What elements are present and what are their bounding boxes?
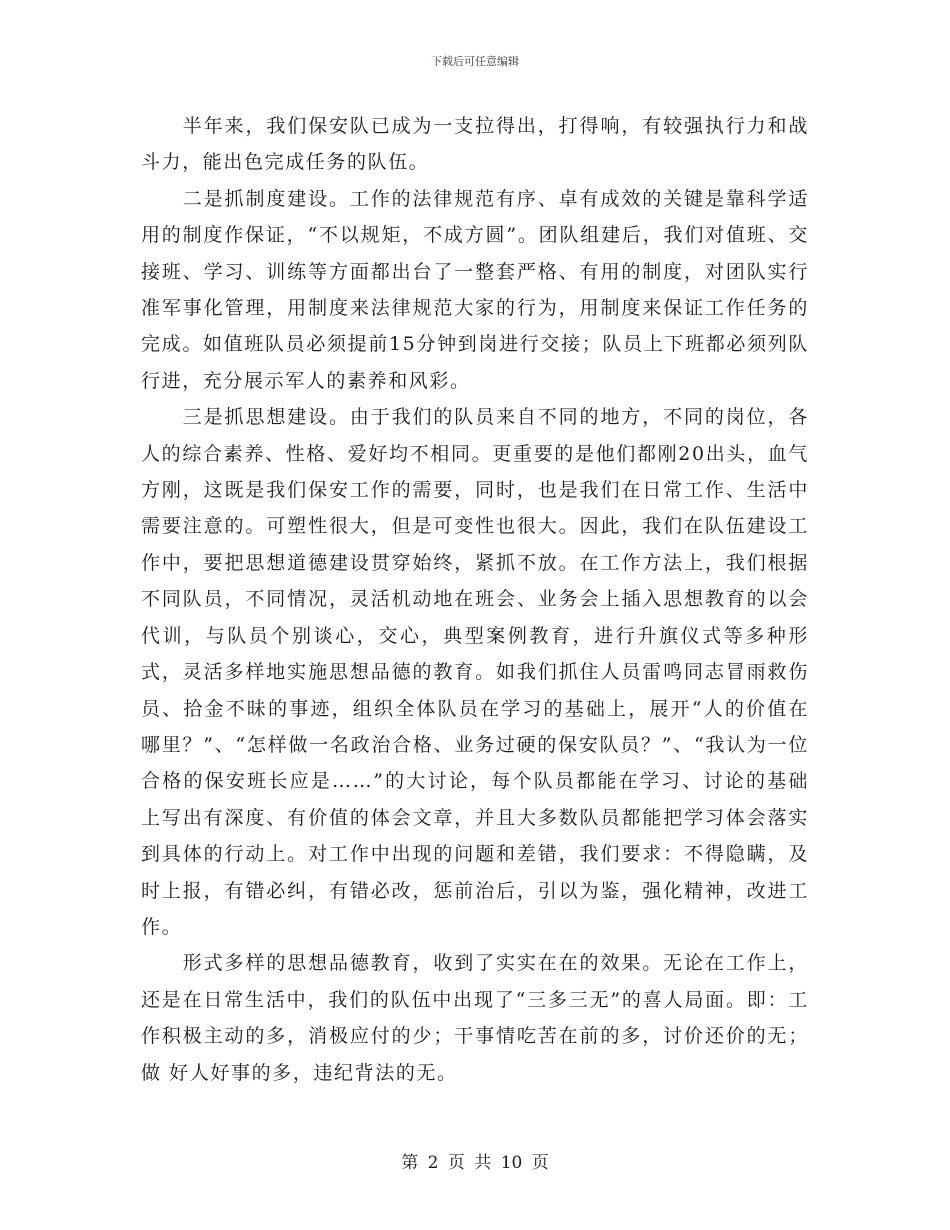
page-header: 下载后可任意编辑 bbox=[431, 55, 519, 68]
document-body bbox=[141, 108, 809, 1091]
paragraph-2: 二是抓制度建设。工作的法律规范有序、卓有成效的关键是靠科学适用的制度作保证，“不以规矩，不成方圆”。团队组建后，我们对值班、交接班、学习、训练等方面都出台了一整套严格、有用的制度，对团队实行准军事化管理，用制度来法律规范大家的行为，用制度来保证工作任务的完成。如值班队员必须提前15分钟到岗进行交接；队员上下班都必须列队行进，充分展示军人的素养和风彩。 bbox=[141, 187, 809, 392]
paragraph-3: 三是抓思想建设。由于我们的队员来自不同的地方，不同的岗位，各人的综合素养、性格、爱好均不相同。更重要的是他们都刚20出头，血气方刚，这既是我们保安工作的需要，同时，也是我们在日常工作、生活中需要注意的。可塑性很大，但是可变性也很大。因此，我们在队伍建设工作中，要把思想道德建设贯穿始终，紧抓不放。在工作方法上，我们根据不同队员，不同情况，灵活机动地在班会、业务会上插入思想教育的以会代训，与队员个别谈心，交心，典型案例教育，进行升旗仪式等多种形式，灵活多样地实施思想品德的教育。如我们抓住人员雷鸣同志冒雨救伤员、拾金不昧的事迹，组织全体队员在学习的基础上，展开“人的价值在哪里？”、“怎样做一名政治合格、业务过硬的保安队员？”、“我认为一位合格的保安班长应是……”的大讨论，每个队员都能在学习、讨论的基础上写出有深度、有价值的体会文章，并且大多数队员都能把学习体会落实到具体的行动上。对工作中出现的问题和差错，我们要求：不得隐瞒，及时上报，有错必纠，有错必改，惩前治后，引以为鉴，强化精神，改进工作。 bbox=[141, 406, 809, 938]
paragraph-1: 半年来，我们保安队已成为一支拉得出，打得响，有较强执行力和战斗力，能出色完成任务的队伍。 bbox=[141, 115, 809, 174]
paragraph-4: 形式多样的思想品德教育，收到了实实在在的效果。无论在工作上，还是在日常生活中，我们的队伍中出现了“三多三无”的喜人局面。即：工作积极主动的多，消极应付的少；干事情吃苦在前的多，讨价还价的无；做 好人好事的多，违纪背法的无。 bbox=[141, 952, 809, 1084]
page-number-footer: 第 2 页 共 10 页 bbox=[401, 1153, 549, 1173]
